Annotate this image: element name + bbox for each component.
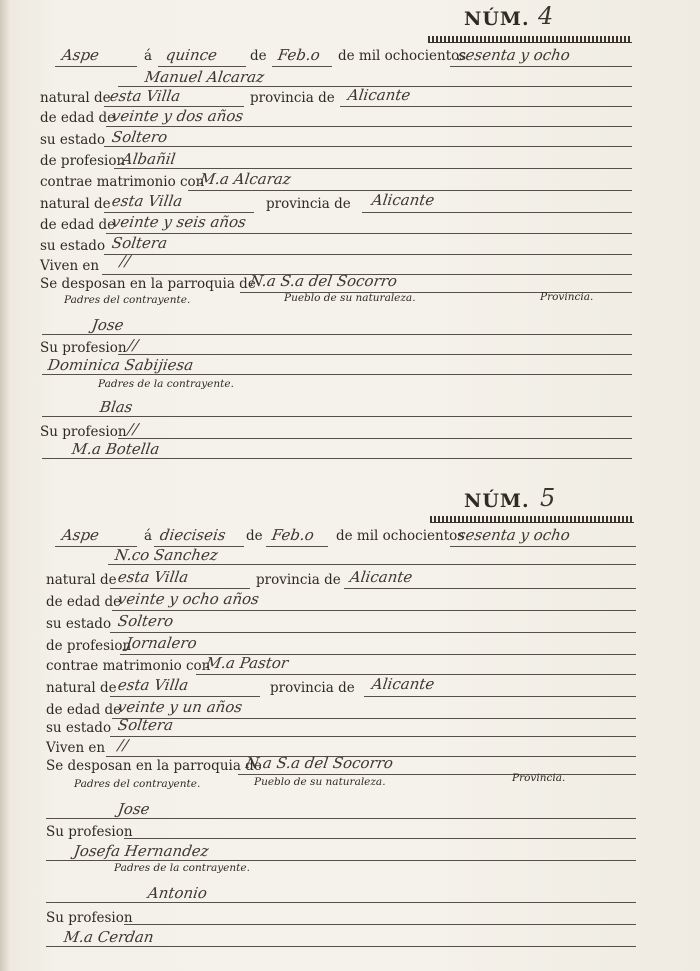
fill-line bbox=[450, 546, 636, 547]
label-natural: natural de bbox=[46, 572, 117, 588]
bride-estado-hw: Soltera bbox=[110, 234, 169, 252]
groom-profesion-hw: Albañil bbox=[120, 150, 177, 168]
bride-edad-hw: veinte y seis años bbox=[110, 213, 248, 231]
fill-line bbox=[124, 924, 636, 925]
fill-line bbox=[344, 588, 636, 589]
groom-name-hw: Manuel Alcaraz bbox=[143, 68, 266, 86]
caption-pueblo: Pueblo de su naturaleza. bbox=[284, 292, 416, 304]
caption-padres-contrayente: Padres del contrayente. bbox=[74, 778, 201, 790]
fill-line bbox=[42, 374, 632, 375]
groom-parents-profesion-hw: // bbox=[126, 336, 140, 354]
fill-line bbox=[114, 168, 632, 169]
day-hw: quince bbox=[164, 46, 219, 64]
bride-parents-profesion-hw: // bbox=[126, 420, 140, 438]
bride-natural-hw: esta Villa bbox=[110, 192, 184, 210]
label-profesion: de profesion bbox=[46, 638, 132, 654]
label-desposan: Se desposan en la parroquia de bbox=[40, 276, 256, 292]
fill-line bbox=[104, 146, 632, 147]
label-contrae: contrae matrimonio con bbox=[40, 174, 205, 190]
label-su-profesion: Su profesion bbox=[46, 824, 133, 840]
label-desposan: Se desposan en la parroquia de bbox=[46, 758, 262, 774]
caption-provincia: Provincia. bbox=[512, 772, 566, 784]
fill-line bbox=[46, 860, 636, 861]
label-estado: su estado bbox=[40, 132, 106, 148]
fill-line bbox=[112, 610, 636, 611]
fill-line bbox=[120, 654, 636, 655]
year-hw: sesenta y ocho bbox=[456, 46, 572, 64]
day-hw: dieciseis bbox=[158, 526, 227, 544]
label-estado: su estado bbox=[46, 616, 112, 632]
fill-line bbox=[42, 458, 632, 459]
groom-father-hw: Jose bbox=[116, 800, 151, 818]
place-hw: Aspe bbox=[60, 526, 101, 544]
fill-line bbox=[46, 946, 636, 947]
label-edad: de edad de bbox=[40, 217, 116, 233]
record-number-label: NÚM. bbox=[464, 8, 530, 30]
fill-line bbox=[42, 416, 632, 417]
fill-line bbox=[106, 126, 632, 127]
label-a: á bbox=[144, 48, 153, 64]
label-profesion: de profesion bbox=[40, 153, 126, 169]
bride-provincia-hw: Alicante bbox=[370, 675, 436, 693]
label-edad: de edad de bbox=[46, 594, 122, 610]
fill-line bbox=[110, 736, 636, 737]
label-estado: su estado bbox=[46, 720, 112, 736]
label-provincia: provincia de bbox=[270, 680, 355, 696]
caption-padres-contrayenta: Padres de la contrayente. bbox=[98, 378, 234, 390]
fill-line bbox=[46, 818, 636, 819]
header-rule bbox=[430, 516, 634, 523]
fill-line bbox=[124, 838, 636, 839]
bride-mother-hw: M.a Botella bbox=[70, 440, 161, 458]
groom-natural-hw: esta Villa bbox=[108, 87, 182, 105]
groom-name-hw: N.co Sanchez bbox=[113, 546, 220, 564]
groom-mother-hw: Josefa Hernandez bbox=[72, 842, 210, 860]
fill-line bbox=[104, 254, 632, 255]
label-viven: Viven en bbox=[40, 258, 100, 274]
fill-line bbox=[266, 546, 328, 547]
parroquia-hw: N.a S.a del Socorro bbox=[248, 272, 399, 290]
label-edad: de edad de bbox=[46, 702, 122, 718]
bride-edad-hw: veinte y un años bbox=[116, 698, 244, 716]
viven-hw: // bbox=[116, 736, 130, 754]
year-hw: sesenta y ocho bbox=[456, 526, 572, 544]
label-natural: natural de bbox=[46, 680, 117, 696]
label-a: á bbox=[144, 528, 153, 544]
fill-line bbox=[46, 902, 636, 903]
caption-padres-contrayente: Padres del contrayente. bbox=[64, 294, 191, 306]
record-number-value: 5 bbox=[540, 484, 556, 512]
groom-mother-hw: Dominica Sabijiesa bbox=[46, 356, 195, 374]
fill-line bbox=[106, 233, 632, 234]
record-number-label: NÚM. bbox=[464, 490, 530, 512]
groom-edad-hw: veinte y dos años bbox=[110, 107, 245, 125]
label-mil-ochocientos: de mil ochocientos bbox=[336, 528, 465, 544]
fill-line bbox=[272, 66, 332, 67]
fill-line bbox=[362, 212, 632, 213]
label-de: de bbox=[246, 528, 263, 544]
month-hw: Feb.o bbox=[276, 46, 322, 64]
groom-profesion-hw: Jornalero bbox=[124, 634, 198, 652]
label-provincia: provincia de bbox=[256, 572, 341, 588]
bride-provincia-hw: Alicante bbox=[370, 191, 436, 209]
record-number-value: 4 bbox=[538, 2, 554, 30]
groom-provincia-hw: Alicante bbox=[346, 86, 412, 104]
fill-line bbox=[108, 564, 636, 565]
groom-estado-hw: Soltero bbox=[116, 612, 175, 630]
month-hw: Feb.o bbox=[270, 526, 316, 544]
fill-line bbox=[42, 334, 632, 335]
label-estado: su estado bbox=[40, 238, 106, 254]
header-rule bbox=[428, 36, 632, 43]
place-hw: Aspe bbox=[60, 46, 101, 64]
fill-line bbox=[450, 66, 632, 67]
parroquia-hw: N.a S.a del Socorro bbox=[244, 754, 395, 772]
label-natural: natural de bbox=[40, 196, 111, 212]
groom-natural-hw: esta Villa bbox=[116, 568, 190, 586]
groom-father-hw: Jose bbox=[90, 316, 125, 334]
fill-line bbox=[110, 588, 250, 589]
fill-line bbox=[364, 696, 636, 697]
fill-line bbox=[118, 354, 632, 355]
fill-line bbox=[110, 696, 260, 697]
label-su-profesion: Su profesion bbox=[40, 424, 127, 440]
fill-line bbox=[55, 66, 137, 67]
bride-name-hw: M.a Alcaraz bbox=[198, 170, 293, 188]
label-edad: de edad de bbox=[40, 110, 116, 126]
groom-provincia-hw: Alicante bbox=[348, 568, 414, 586]
page-edge-shadow bbox=[0, 0, 10, 971]
label-provincia: provincia de bbox=[250, 90, 335, 106]
label-natural: natural de bbox=[40, 90, 111, 106]
caption-padres-contrayenta: Padres de la contrayente. bbox=[114, 862, 250, 874]
bride-name-hw: M.a Pastor bbox=[204, 654, 290, 672]
label-su-profesion: Su profesion bbox=[40, 340, 127, 356]
fill-line bbox=[158, 66, 246, 67]
label-contrae: contrae matrimonio con bbox=[46, 658, 211, 674]
groom-estado-hw: Soltero bbox=[110, 128, 169, 146]
bride-father-hw: Blas bbox=[98, 398, 134, 416]
fill-line bbox=[238, 774, 636, 775]
groom-edad-hw: veinte y ocho años bbox=[116, 590, 261, 608]
viven-hw: // bbox=[118, 252, 132, 270]
label-provincia: provincia de bbox=[266, 196, 351, 212]
caption-pueblo: Pueblo de su naturaleza. bbox=[254, 776, 386, 788]
fill-line bbox=[112, 718, 636, 719]
bride-estado-hw: Soltera bbox=[116, 716, 175, 734]
bride-natural-hw: esta Villa bbox=[116, 676, 190, 694]
fill-line bbox=[340, 106, 632, 107]
fill-line bbox=[110, 632, 636, 633]
fill-line bbox=[118, 438, 632, 439]
label-de: de bbox=[250, 48, 267, 64]
bride-mother-hw: M.a Cerdan bbox=[62, 928, 155, 946]
label-mil-ochocientos: de mil ochocientos bbox=[338, 48, 467, 64]
bride-father-hw: Antonio bbox=[146, 884, 209, 902]
label-viven: Viven en bbox=[46, 740, 106, 756]
label-su-profesion: Su profesion bbox=[46, 910, 133, 926]
caption-provincia: Provincia. bbox=[540, 291, 594, 303]
